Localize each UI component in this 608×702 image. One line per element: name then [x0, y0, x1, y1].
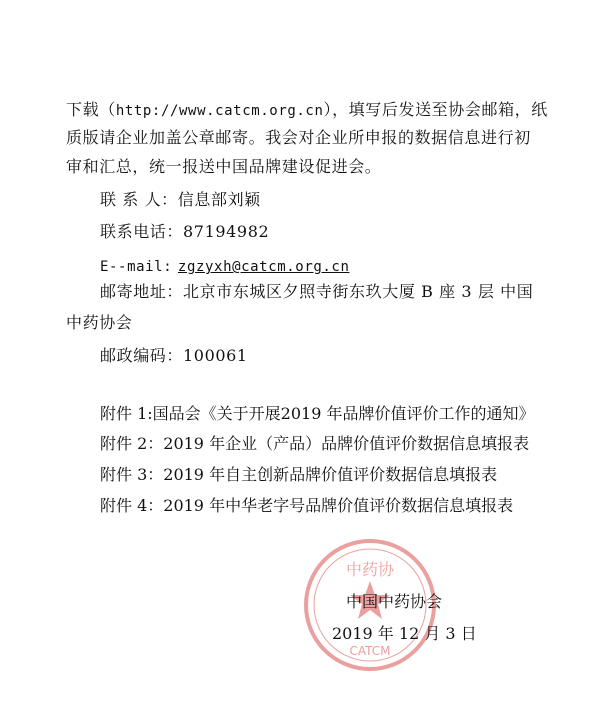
contact-email — [100, 256, 349, 277]
paragraph-line-1 — [66, 100, 548, 121]
signature-date: 2019 年 12 月 3 日 — [332, 624, 477, 643]
attachment-item: 附件 3：2019 年自主创新品牌价值评价数据信息填报表 — [100, 465, 498, 484]
contact-postal-value: 100061 — [183, 346, 248, 365]
attachment-item: 附件 2：2019 年企业（产品）品牌价值评价数据信息填报表 — [100, 434, 530, 453]
attachment-item: 附件 1:国品会《关于开展2019 年品牌价值评价工作的通知》 — [100, 404, 535, 423]
seal-bottom-text: CATCM — [349, 644, 391, 658]
contact-phone-value: 87194982 — [183, 222, 270, 241]
contact-email-label: E--mail: — [100, 259, 173, 275]
contact-person-value: 信息部刘颖 — [177, 190, 261, 209]
download-url[interactable]: http://www.catcm.org.cn — [115, 103, 324, 119]
contact-postal — [100, 346, 248, 366]
contact-address-cont: 中药协会 — [66, 313, 133, 332]
contact-address — [100, 282, 533, 302]
text-prefix: 下载（ — [66, 100, 116, 119]
contact-person-label: 联 系 人： — [100, 190, 178, 209]
contact-person — [100, 190, 261, 210]
paragraph-line-2: 质版请企业加盖公章邮寄。我会对企业所申报的数据信息进行初 — [66, 128, 531, 147]
text-suffix: ），填写后发送至协会邮箱，纸 — [323, 100, 548, 119]
contact-address-label: 邮寄地址： — [100, 282, 184, 301]
paragraph-line-3: 审和汇总，统一报送中国品牌建设促进会。 — [66, 157, 382, 176]
contact-address-value: 北京市东城区夕照寺街东玖大厦 B 座 3 层 中国 — [183, 282, 534, 301]
signature-org: 中国中药协会 — [346, 592, 443, 611]
contact-postal-label: 邮政编码： — [100, 346, 184, 365]
contact-phone-label: 联系电话： — [100, 222, 184, 241]
contact-phone — [100, 222, 269, 242]
attachment-item: 附件 4：2019 年中华老字号品牌价值评价数据信息填报表 — [100, 496, 514, 515]
contact-email-link[interactable]: zgzyxh@catcm.org.cn — [177, 259, 350, 275]
seal-center-text: 中药协 — [345, 560, 395, 579]
